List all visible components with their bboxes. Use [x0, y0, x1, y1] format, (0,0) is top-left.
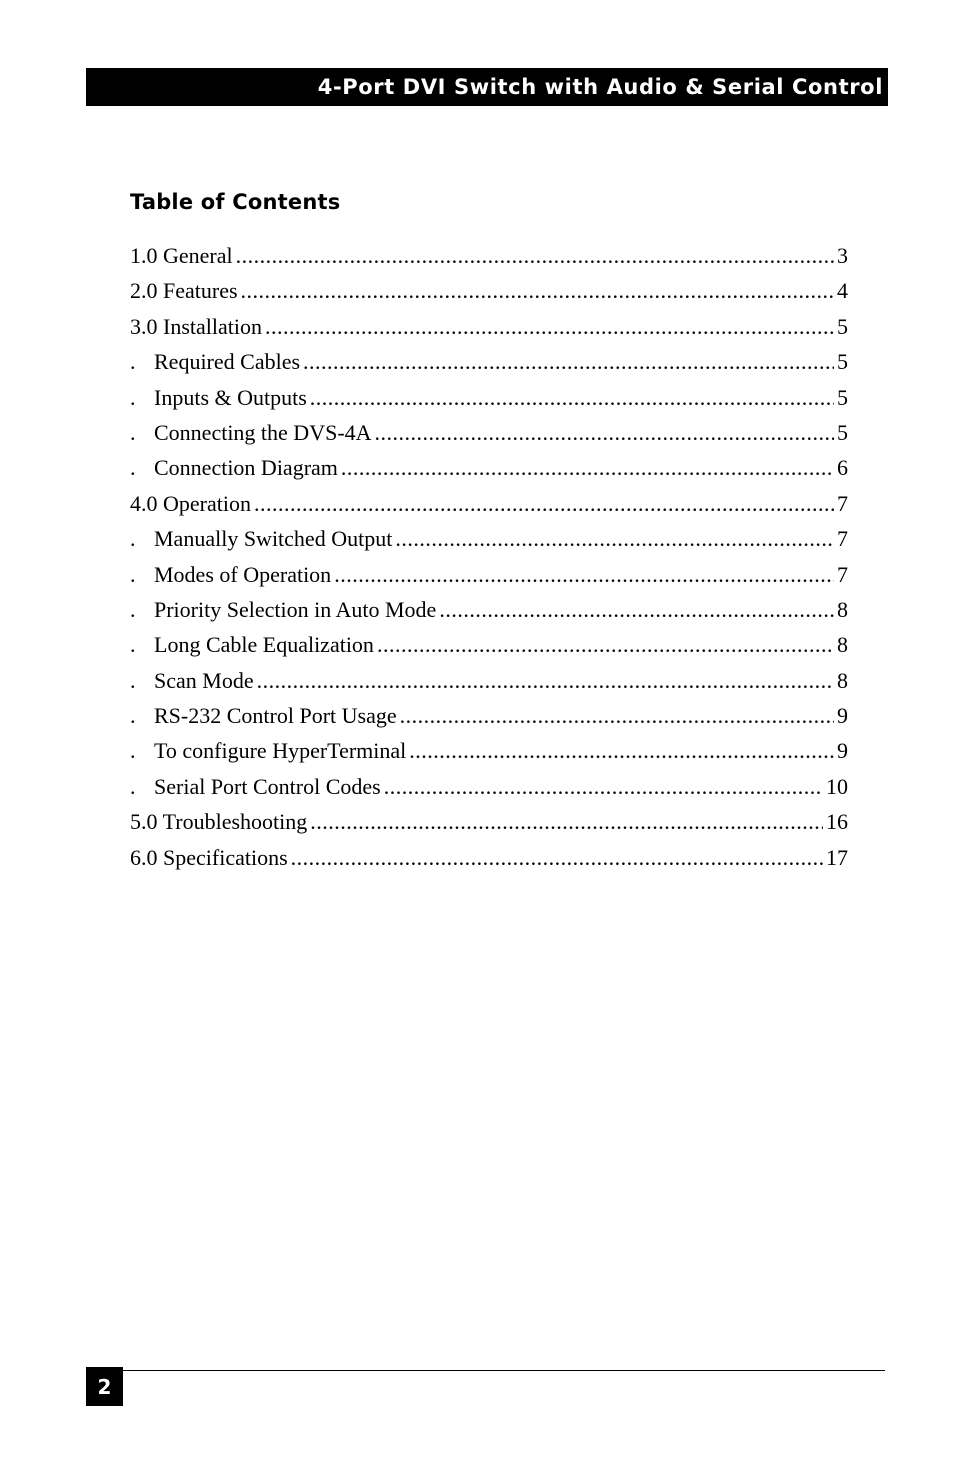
toc-entry-manually-switched[interactable]: [130, 521, 848, 556]
footer-rule: [123, 1370, 885, 1371]
header-bar: [86, 68, 888, 106]
toc-dot-leader: [257, 663, 834, 698]
toc-entry-label: Priority Selection in Auto Mode: [154, 596, 437, 622]
toc-dot-leader: [334, 557, 834, 592]
toc-bullet: .: [130, 667, 136, 693]
toc-entry-label: 2.0 Features: [130, 278, 238, 304]
toc-entry-label: Serial Port Control Codes: [154, 773, 381, 799]
toc-entry-features[interactable]: [130, 273, 848, 308]
toc-entry-required-cables[interactable]: [130, 344, 848, 379]
toc-entry-priority-selection[interactable]: [130, 592, 848, 627]
toc-heading: Table of Contents: [130, 190, 341, 214]
toc-entry-hyperterminal[interactable]: [130, 733, 848, 768]
toc-entry-page: 5: [837, 349, 848, 375]
toc-dot-leader: [265, 309, 834, 344]
document-title: 4-Port DVI Switch with Audio & Serial Control: [317, 75, 883, 99]
toc-dot-leader: [400, 698, 834, 733]
toc-entry-page: 5: [837, 419, 848, 445]
toc-entry-page: 7: [837, 526, 848, 552]
toc-entry-operation[interactable]: [130, 486, 848, 521]
toc-entry-inputs-outputs[interactable]: [130, 380, 848, 415]
toc-entry-label: RS-232 Control Port Usage: [154, 703, 397, 729]
toc-dot-leader: [384, 769, 823, 804]
toc-entry-page: 8: [837, 632, 848, 658]
toc-entry-label: Scan Mode: [154, 667, 254, 693]
toc-entry-installation[interactable]: [130, 309, 848, 344]
toc-entry-page: 17: [826, 844, 848, 870]
toc-entry-page: 6: [837, 455, 848, 481]
toc-entry-label: Inputs & Outputs: [154, 384, 307, 410]
toc-entry-modes[interactable]: [130, 557, 848, 592]
toc-bullet: .: [130, 526, 136, 552]
toc-entry-connection-diagram[interactable]: [130, 450, 848, 485]
toc-entry-long-cable[interactable]: [130, 627, 848, 662]
toc-dot-leader: [395, 521, 834, 556]
toc-entry-scan-mode[interactable]: [130, 663, 848, 698]
toc-bullet: .: [130, 773, 136, 799]
toc-dot-leader: [310, 380, 834, 415]
toc-bullet: .: [130, 703, 136, 729]
toc-entry-page: 8: [837, 596, 848, 622]
toc-bullet: .: [130, 561, 136, 587]
toc-entry-label: Required Cables: [154, 349, 301, 375]
toc-bullet: .: [130, 349, 136, 375]
toc-dot-leader: [439, 592, 834, 627]
toc-entry-label: Connecting the DVS-4A: [154, 419, 372, 445]
toc-bullet: .: [130, 455, 136, 481]
toc-dot-leader: [310, 804, 823, 839]
toc-entry-page: 8: [837, 667, 848, 693]
toc-entry-page: 7: [837, 561, 848, 587]
toc-entry-label: Modes of Operation: [154, 561, 332, 587]
toc-entry-page: 7: [837, 490, 848, 516]
toc-dot-leader: [409, 733, 834, 768]
toc-entry-page: 5: [837, 313, 848, 339]
toc-dot-leader: [341, 450, 834, 485]
toc-entry-page: 5: [837, 384, 848, 410]
toc-dot-leader: [375, 415, 834, 450]
toc-entry-rs232[interactable]: [130, 698, 848, 733]
toc-entry-label: 1.0 General: [130, 243, 233, 268]
toc-entry-page: 16: [826, 809, 848, 835]
toc-entry-label: 3.0 Installation: [130, 313, 262, 339]
toc-entry-connecting[interactable]: [130, 415, 848, 450]
toc-bullet: .: [130, 384, 136, 410]
toc-bullet: .: [130, 632, 136, 658]
toc-list: [130, 238, 848, 875]
toc-entry-label: Long Cable Equalization: [154, 632, 374, 658]
toc-entry-label: Manually Switched Output: [154, 526, 393, 552]
toc-dot-leader: [236, 238, 834, 273]
toc-entry-page: 9: [837, 703, 848, 729]
toc-dot-leader: [241, 273, 834, 308]
toc-entry-label: 5.0 Troubleshooting: [130, 809, 308, 835]
toc-entry-label: To configure HyperTerminal: [154, 738, 407, 764]
toc-entry-specifications[interactable]: [130, 840, 848, 875]
toc-bullet: .: [130, 596, 136, 622]
toc-entry-label: 6.0 Specifications: [130, 844, 288, 870]
toc-entry-label: 4.0 Operation: [130, 490, 251, 516]
toc-bullet: .: [130, 419, 136, 445]
toc-entry-troubleshooting[interactable]: [130, 804, 848, 839]
toc-bullet: .: [130, 738, 136, 764]
toc-entry-page: 9: [837, 738, 848, 764]
toc-dot-leader: [291, 840, 823, 875]
toc-entry-label: Connection Diagram: [154, 455, 338, 481]
toc-entry-page: 4: [837, 278, 848, 304]
page-number: 2: [86, 1367, 123, 1406]
toc-dot-leader: [377, 627, 834, 662]
toc-entry-serial-codes[interactable]: [130, 769, 848, 804]
toc-dot-leader: [303, 344, 834, 379]
toc-entry-page: 10: [826, 773, 848, 799]
toc-entry-page: 3: [837, 243, 848, 268]
toc-dot-leader: [254, 486, 834, 521]
toc-entry-general[interactable]: [130, 238, 848, 273]
